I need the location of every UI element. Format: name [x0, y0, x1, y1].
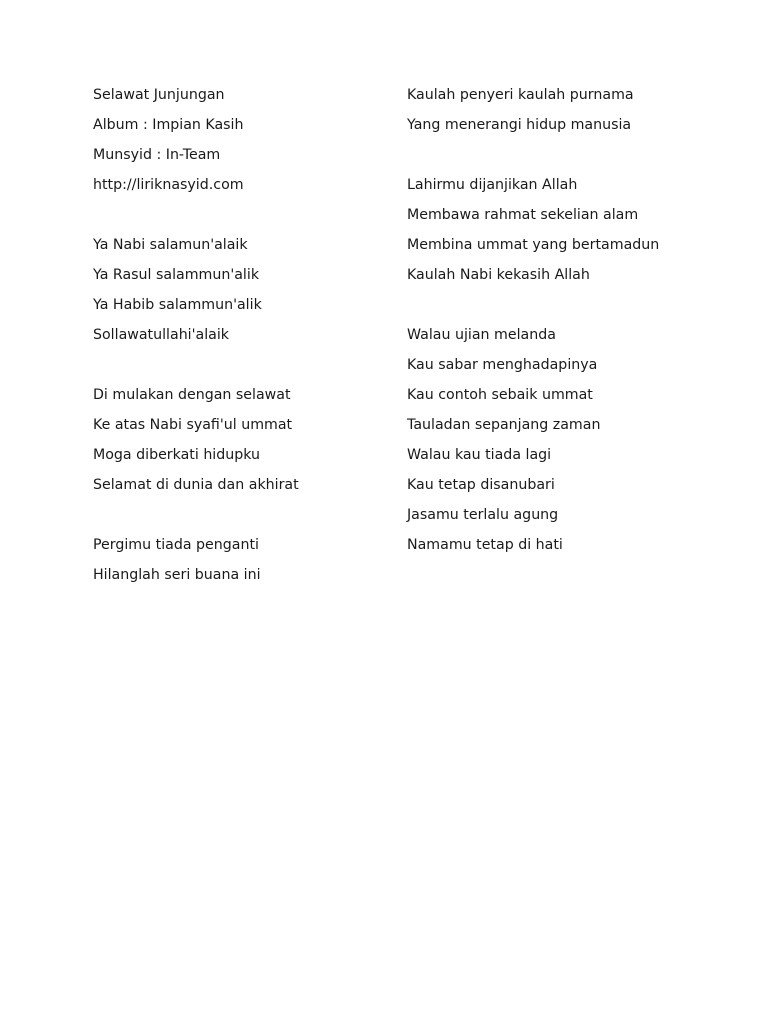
lyric-line: Walau ujian melanda — [407, 327, 556, 343]
stanza-break — [93, 203, 393, 233]
lyric-line: Membawa rahmat sekelian alam — [407, 207, 639, 223]
lyric-line: Kau sabar menghadapinya — [407, 357, 598, 373]
lyric-line: Tauladan sepanjang zaman — [407, 417, 601, 433]
lyric-line: Lahirmu dijanjikan Allah — [407, 177, 578, 193]
lyric-line: Ya Nabi salamun'alaik — [93, 237, 248, 253]
lyric-line: Kau tetap disanubari — [407, 477, 555, 493]
lyric-line: Ya Habib salammun'alik — [93, 297, 262, 313]
lyric-line: Kaulah penyeri kaulah purnama — [407, 87, 634, 103]
lyric-line: Ke atas Nabi syafi'ul ummat — [93, 417, 293, 433]
lyric-line: Pergimu tiada penganti — [93, 537, 259, 553]
lyric-line: Kau contoh sebaik ummat — [407, 387, 593, 403]
lyric-line: Moga diberkati hidupku — [93, 447, 261, 463]
song-title: Selawat Junjungan — [93, 87, 225, 103]
lyric-line: Di mulakan dengan selawat — [93, 387, 291, 403]
lyric-line: Hilanglah seri buana ini — [93, 567, 261, 583]
right-column — [407, 83, 747, 563]
lyric-line: Sollawatullahi'alaik — [93, 327, 230, 343]
album-line: Album : Impian Kasih — [93, 117, 244, 133]
left-column — [93, 83, 393, 593]
lyric-line: Kaulah Nabi kekasih Allah — [407, 267, 590, 283]
lyric-line: Selamat di dunia dan akhirat — [93, 477, 299, 493]
munsyid-line: Munsyid : In-Team — [93, 147, 221, 163]
stanza-break — [407, 143, 747, 173]
lyric-line: Namamu tetap di hati — [407, 537, 563, 553]
lyric-line: Walau kau tiada lagi — [407, 447, 552, 463]
stanza-break — [93, 503, 393, 533]
stanza-break — [407, 293, 747, 323]
lyric-line: Membina ummat yang bertamadun — [407, 237, 660, 253]
website-line: http://liriknasyid.com — [93, 177, 244, 193]
lyric-line: Ya Rasul salammun'alik — [93, 267, 260, 283]
stanza-break — [93, 353, 393, 383]
lyric-line: Jasamu terlalu agung — [407, 507, 559, 523]
lyric-line: Yang menerangi hidup manusia — [407, 117, 632, 133]
